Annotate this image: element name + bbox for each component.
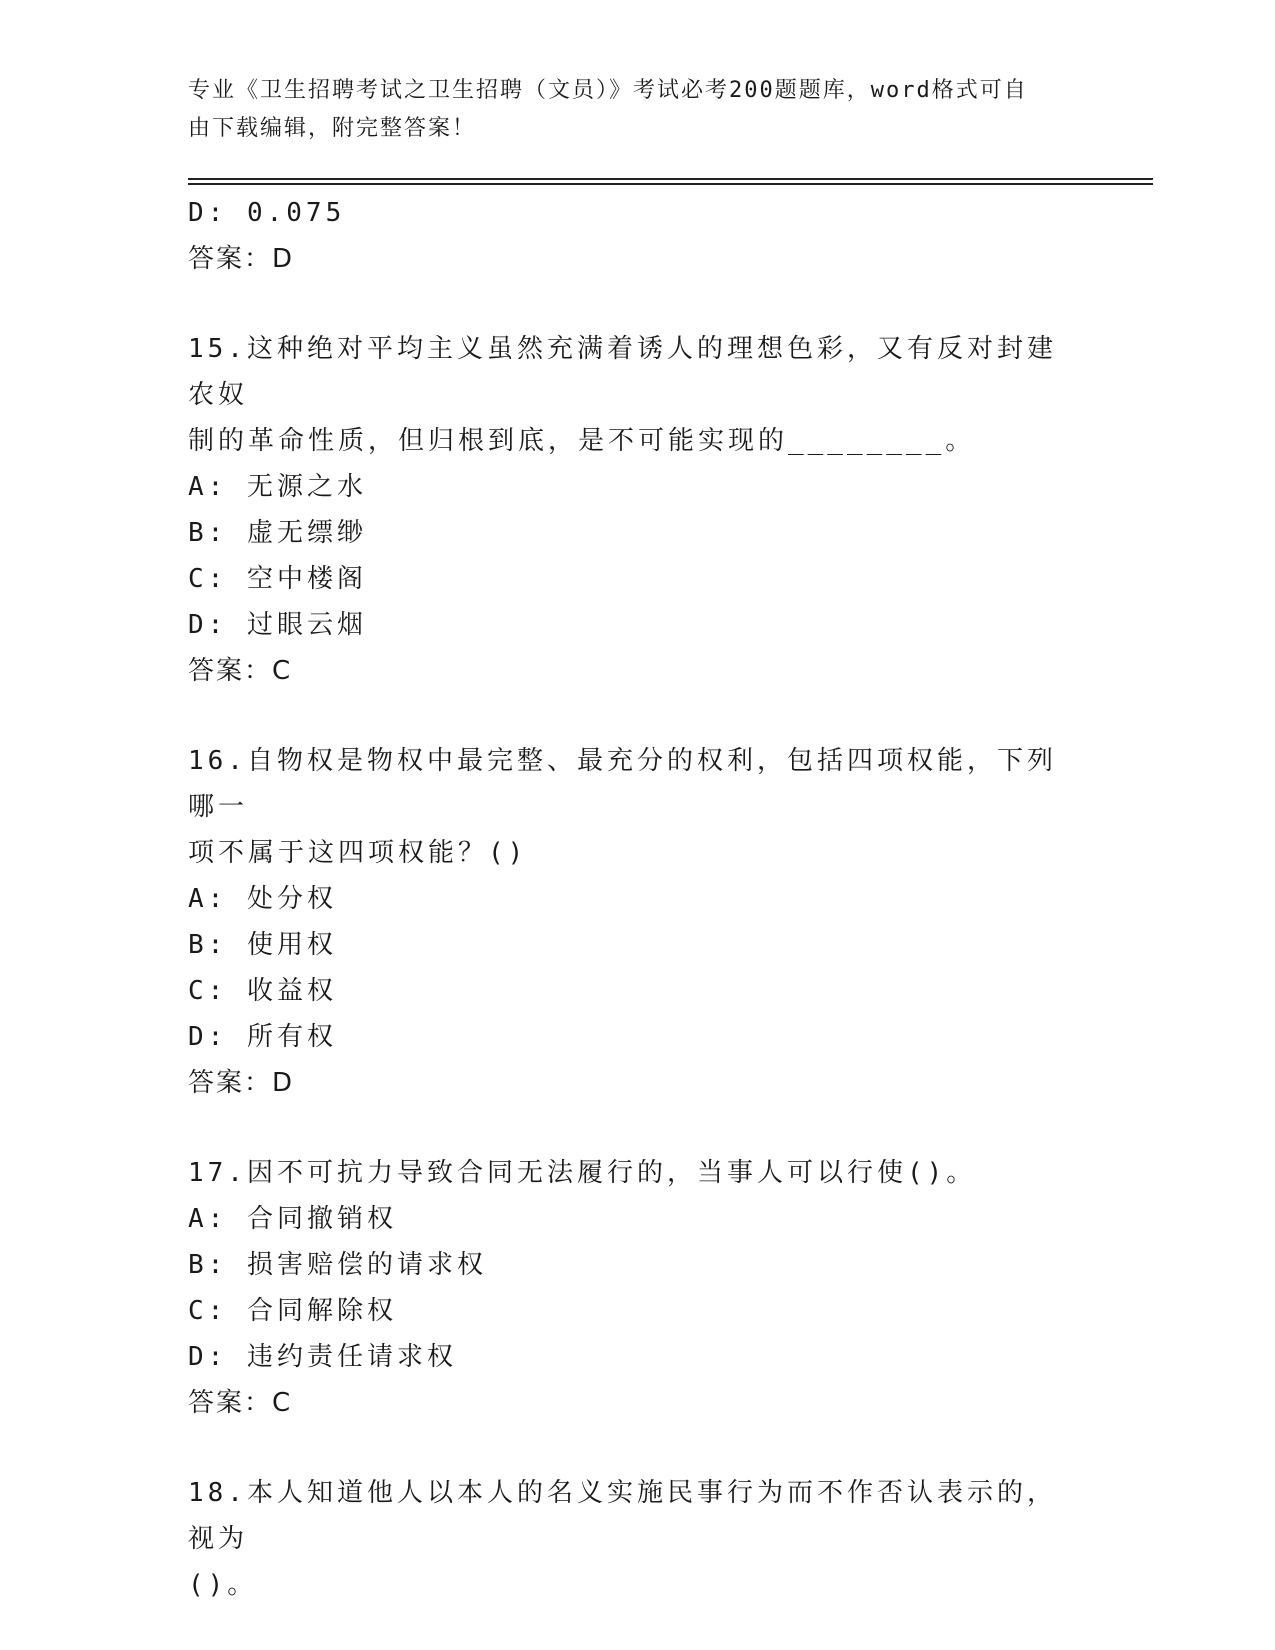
question-stem-line-2: 项不属于这四项权能？() bbox=[188, 838, 528, 868]
header-line-1: 专业《卫生招聘考试之卫生招聘（文员）》考试必考200题题库，word格式可自 bbox=[188, 78, 1028, 103]
spacer bbox=[188, 694, 1088, 738]
spacer bbox=[188, 1426, 1088, 1470]
question-18 bbox=[188, 1470, 1088, 1608]
header-divider-top bbox=[188, 178, 1153, 180]
question-stem-line-1: 16.自物权是物权中最完整、最充分的权利，包括四项权能，下列哪一 bbox=[188, 746, 1057, 822]
question-stem bbox=[188, 1150, 1068, 1196]
document-header bbox=[188, 72, 1068, 148]
header-line-2: 由下载编辑，附完整答案！ bbox=[188, 116, 477, 141]
answer-line: 答案：D bbox=[188, 244, 295, 274]
option-a: A: 无源之水 bbox=[188, 472, 367, 502]
option-d: D: 违约责任请求权 bbox=[188, 1342, 457, 1372]
question-list bbox=[188, 190, 1088, 1608]
question-stem bbox=[188, 738, 1068, 876]
option-b: B: 使用权 bbox=[188, 930, 337, 960]
option-b: B: 虚无缥缈 bbox=[188, 518, 367, 548]
answer-line: 答案：D bbox=[188, 1068, 295, 1098]
spacer bbox=[188, 1106, 1088, 1150]
option-c: C: 空中楼阁 bbox=[188, 564, 367, 594]
answer-line: 答案：C bbox=[188, 656, 293, 686]
option-a: A: 处分权 bbox=[188, 884, 337, 914]
question-16 bbox=[188, 738, 1088, 1106]
option-b: B: 损害赔偿的请求权 bbox=[188, 1250, 487, 1280]
question-17 bbox=[188, 1150, 1088, 1426]
question-stem bbox=[188, 326, 1068, 464]
question-stem-line-2: 制的革命性质，但归根到底，是不可能实现的________。 bbox=[188, 426, 976, 456]
question-stem-line-1: 17.因不可抗力导致合同无法履行的，当事人可以行使()。 bbox=[188, 1158, 977, 1188]
option-d: D: 0.075 bbox=[188, 198, 346, 228]
option-c: C: 收益权 bbox=[188, 976, 337, 1006]
question-stem-line-2: ()。 bbox=[188, 1570, 258, 1600]
header-divider-bottom bbox=[188, 183, 1153, 185]
question-15 bbox=[188, 326, 1088, 694]
answer-line: 答案：C bbox=[188, 1388, 293, 1418]
question-stem-line-1: 18.本人知道他人以本人的名义实施民事行为而不作否认表示的，视为 bbox=[188, 1478, 1057, 1554]
option-c: C: 合同解除权 bbox=[188, 1296, 397, 1326]
option-a: A: 合同撤销权 bbox=[188, 1204, 397, 1234]
question-14-tail bbox=[188, 190, 1088, 282]
spacer bbox=[188, 282, 1088, 326]
question-stem bbox=[188, 1470, 1068, 1608]
option-d: D: 所有权 bbox=[188, 1022, 337, 1052]
question-stem-line-1: 15.这种绝对平均主义虽然充满着诱人的理想色彩，又有反对封建农奴 bbox=[188, 334, 1057, 410]
option-d: D: 过眼云烟 bbox=[188, 610, 367, 640]
